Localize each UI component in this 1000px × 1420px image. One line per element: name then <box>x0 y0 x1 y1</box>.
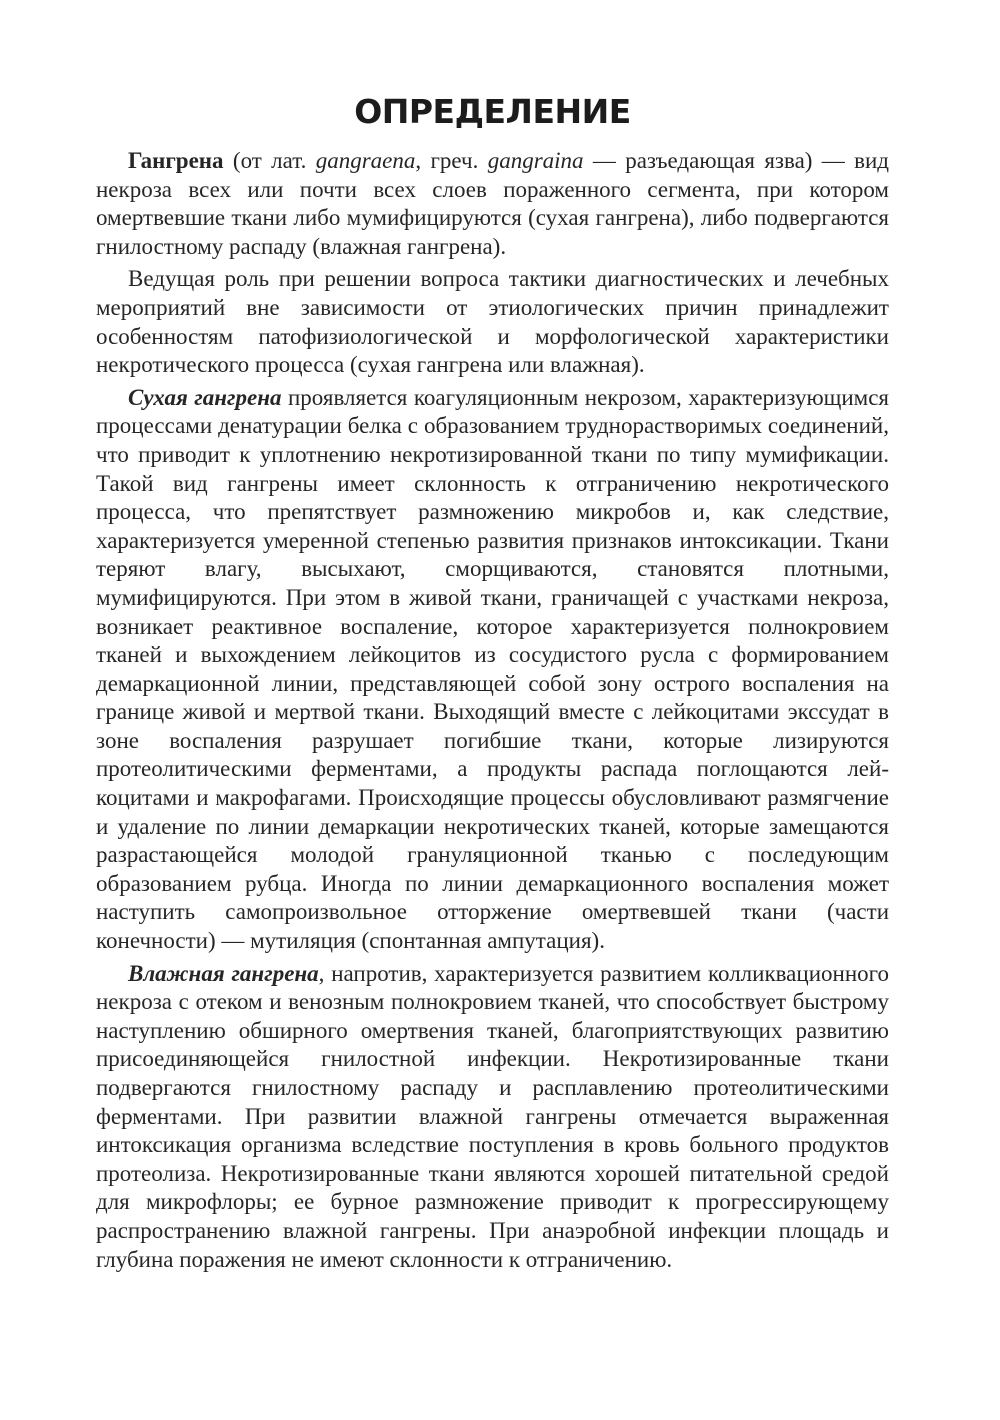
term-gangrene: Гангрена <box>128 148 224 173</box>
paragraph-text: , греч. <box>415 148 488 173</box>
paragraph-text: — разъедающая язва) — вид некроза всех или почти всех слоев пораженного сегмента, при котором омертвевшие ткани либо мумифицируются (сухая гангрена), либо подвергаются гнилостному распаду (влажная гангрена). <box>96 148 890 259</box>
term-dry-gangrene: Сухая гангрена <box>128 384 282 410</box>
document-page <box>96 92 889 1278</box>
paragraph-text: (от лат. <box>232 148 316 173</box>
page-title: ОПРЕДЕЛЕНИЕ <box>354 92 631 131</box>
paragraph-leading-role: Ведущая роль при решении вопроса тактики диагностических и лечебных мероприятий вне зависимости от этиологических причин принадлежит особенностям патофизиологической и морфологической характеристики некротического процесса (сухая гангрена или влажная). <box>96 266 889 378</box>
greek-term: gangraina <box>487 148 584 173</box>
paragraph-text: проявляется коагуляционным некрозом, характеризующимся процессами денатурации белка с образованием труднорастворимых соединений, что приводит к уплотнению некротизированной ткани по типу мумификации. Такой вид гангрены имеет склонность к отграничению некротического процесса, что препятствует размножению микробов и, как следствие, характеризуется умеренной степенью развития признаков интоксикации. Ткани теряют влагу, высыхают, сморщиваются, становятся плотными, мумифицируются. При этом в живой ткани, граничащей с участками некроза, возникает реактивное воспаление, которое характеризуется полнокровием тканей и выхождением лейкоцитов из сосудистого русла с формированием демаркационной линии, представляющей собой зону острого воспаления на границе живой и мертвой ткани. Выходящий вместе с лейкоцитами экссудат в зоне воспаления разрушает погибшие ткани, которые лизируются протеолитическими ферментами, а продукты распада поглощаются лейкоцитами и макрофагами. Происходящие процессы обусловливают размягчение и удаление по линии демаркации некротических тканей, которые замещаются разрастающейся молодой грануляционной тканью с последующим образованием рубца. Иногда по линии демаркационного воспаления может наступить самопроизвольное отторжение омертвевшей ткани (части конечности) — мутиляция (спонтанная ампутация). <box>96 384 889 954</box>
paragraph-dry-gangrene <box>96 384 889 956</box>
latin-term: gangraena <box>315 148 416 173</box>
term-wet-gangrene: Влажная гангрена <box>128 960 319 986</box>
paragraph-text: , напротив, характеризуется развитием колликвационного некроза с отеком и венозным полнокровием тканей, что способствует быстрому наступлению обширного омертвения тканей, благоприятствующих развитию присоединяющейся гнилостной инфекции. Некротизированные ткани подвергаются гнилостному распаду и расплавлению протеолитическими ферментами. При развитии влажной гангрены отмечается выраженная интоксикация организма вследствие поступления в кровь больного продуктов протеолиза. Некротизированные ткани являются хорошей питательной средой для микрофлоры; ее бурное размножение приводит к прогрессирующему распространению влажной гангрены. При анаэробной инфекции площадь и глубина поражения не имеют склонности к отграничению. <box>96 960 889 1272</box>
paragraph-wet-gangrene <box>96 960 889 1275</box>
paragraph-definition <box>96 147 889 261</box>
